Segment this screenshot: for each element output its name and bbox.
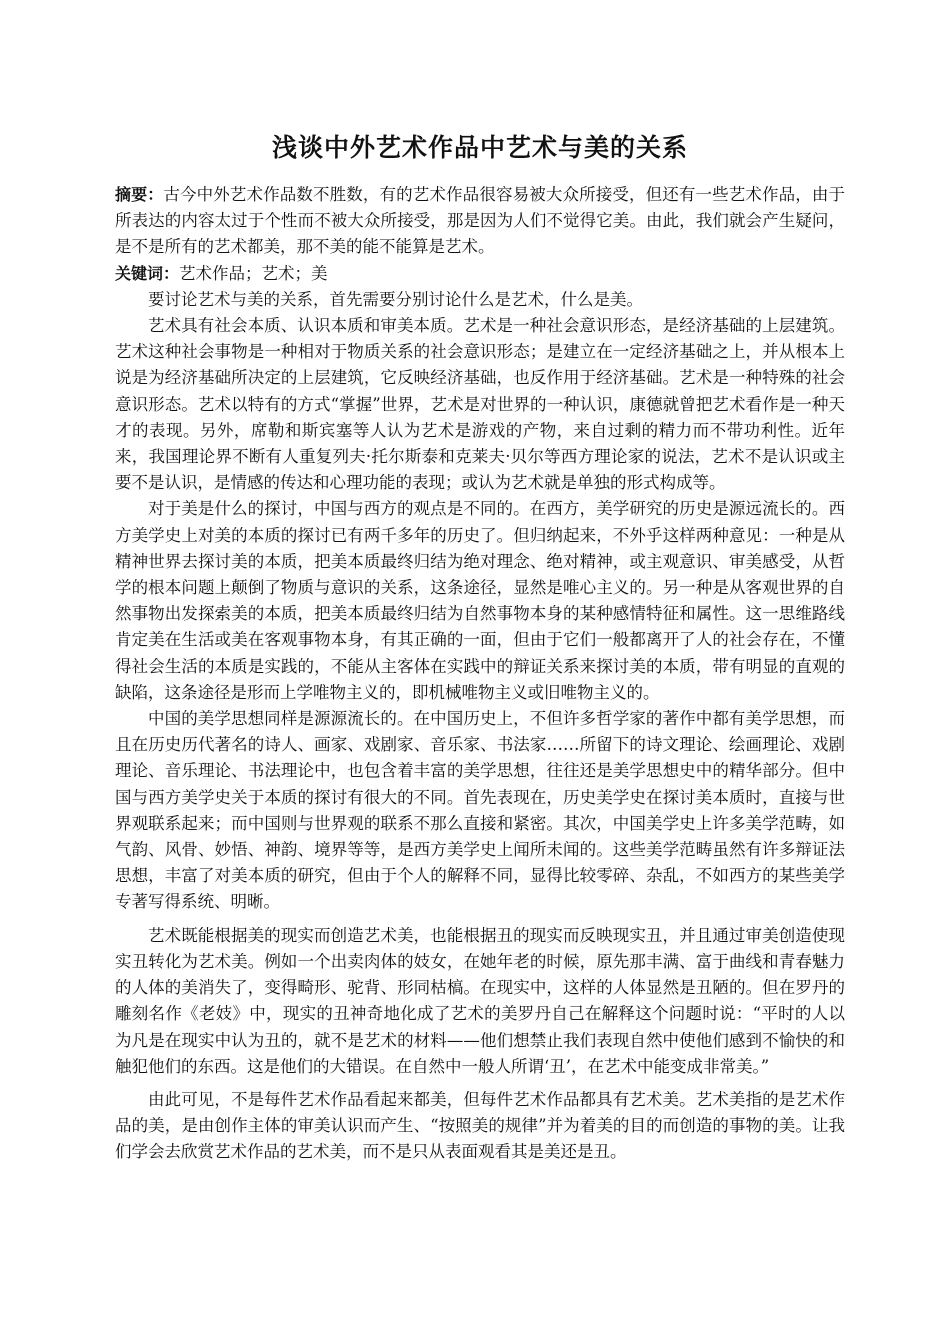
body-paragraph: 要讨论艺术与美的关系，首先需要分别讨论什么是艺术，什么是美。 bbox=[148, 289, 643, 309]
body-paragraph: 中国的美学思想同样是源源流长的。在中国历史上，不但许多哲学家的著作中都有美学思想，而且在历史历代著名的诗人、画家、戏剧家、音乐家、书法家……所留下的诗文理论、绘画理论、戏剧理论、音乐理论、书法理论中，也包含着丰富的美学思想，往往还是美学思想史中的精华部分。但中国与西方美学史关于本质的探讨有很大的不同。首先表现在，历史美学史在探讨美本质时，直接与世界观联系起来；而中国则与世界观的联系不那么直接和紧密。其次，中国美学史上许多美学范畴，如气韵、风骨、妙悟、神韵、境界等等，是西方美学史上闻所未闻的。这些美学范畴虽然有许多辩证法思想，丰富了对美本质的研究，但由于个人的解释不同，显得比较零碎、杂乱，不如西方的某些美学专著写得系统、明晰。 bbox=[115, 709, 845, 912]
keywords-text: 艺术作品；艺术；美 bbox=[179, 263, 328, 283]
body-paragraph: 由此可见，不是每件艺术作品看起来都美，但每件艺术作品都具有艺术美。艺术美指的是艺术作品的美，是由创作主体的审美认识而产生、“按照美的规律”并为着美的目的而创造的事物的美。让我们学会去欣赏艺术作品的艺术美，而不是只从表面观看其是美还是丑。 bbox=[115, 1089, 845, 1162]
abstract-label: 摘要： bbox=[115, 185, 164, 204]
abstract bbox=[115, 182, 845, 261]
abstract-text: 古今中外艺术作品数不胜数，有的艺术作品很容易被大众所接受，但还有一些艺术作品，由于所表达的内容太过于个性而不被大众所接受，那是因为人们不觉得它美。由此，我们就会产生疑问，是不是所有的艺术都美，那不美的能不能算是艺术。 bbox=[115, 185, 845, 257]
document-page bbox=[115, 128, 845, 1166]
keywords-label: 关键词： bbox=[115, 263, 180, 283]
body-paragraph: 艺术具有社会本质、认识本质和审美本质。艺术是一种社会意识形态，是经济基础的上层建筑。艺术这种社会事物是一种相对于物质关系的社会意识形态；是建立在一定经济基础之上，并从根本上说是为经济基础所决定的上层建筑，它反映经济基础，也反作用于经济基础。艺术是一种特殊的社会意识形态。艺术以特有的方式“掌握”世界，艺术是对世界的一种认识，康德就曾把艺术看作是一种天才的表现。另外，席勒和斯宾塞等人认为艺术是游戏的产物，来自过剩的精力而不带功利性。近年来，我国理论界不断有人重复列夫·托尔斯泰和克莱夫·贝尔等西方理论家的说法，艺术不是认识或主要不是认识，是情感的传达和心理功能的表现；或认为艺术就是单独的形式构成等。 bbox=[115, 316, 845, 493]
body-paragraph: 艺术既能根据美的现实而创造艺术美，也能根据丑的现实而反映现实丑，并且通过审美创造使现实丑转化为艺术美。例如一个出卖肉体的妓女，在她年老的时候，原先那丰满、富于曲线和青春魅力的人体的美消失了，变得畸形、驼背、形同枯槁。在现实中，这样的人体显然是丑陋的。但在罗丹的雕刻名作《老妓》中，现实的丑神奇地化成了艺术的美罗丹自己在解释这个问题时说：“平时的人以为凡是在现实中认为丑的，就不是艺术的材料——他们想禁止我们表现自然中使他们感到不愉快的和触犯他们的东西。这是他们的大错误。在自然中一般人所谓‘丑’，在艺术中能变成非常美。” bbox=[115, 925, 845, 1076]
keywords bbox=[115, 261, 845, 287]
document-title: 浅谈中外艺术作品中艺术与美的关系 bbox=[271, 133, 688, 162]
body-paragraph: 对于美是什么的探讨，中国与西方的观点是不同的。在西方，美学研究的历史是源远流长的。西方美学史上对美的本质的探讨已有两千多年的历史了。但归纳起来，不外乎这样两种意见：一种是从精神世界去探讨美的本质，把美本质最终归结为绝对理念、绝对精神，或主观意识、审美感受，从哲学的根本问题上颠倒了物质与意识的关系，这条途径，显然是唯心主义的。另一种是从客观世界的自然事物出发探索美的本质，把美本质最终归结为自然事物本身的某种感情特征和属性。这一思维路线肯定美在生活或美在客观事物本身，有其正确的一面，但由于它们一般都离开了人的社会存在，不懂得社会生活的本质是实践的，不能从主客体在实践中的辩证关系来探讨美的本质，带有明显的直观的缺陷，这条途径是形而上学唯物主义的，即机械唯物主义或旧唯物主义的。 bbox=[115, 499, 845, 702]
